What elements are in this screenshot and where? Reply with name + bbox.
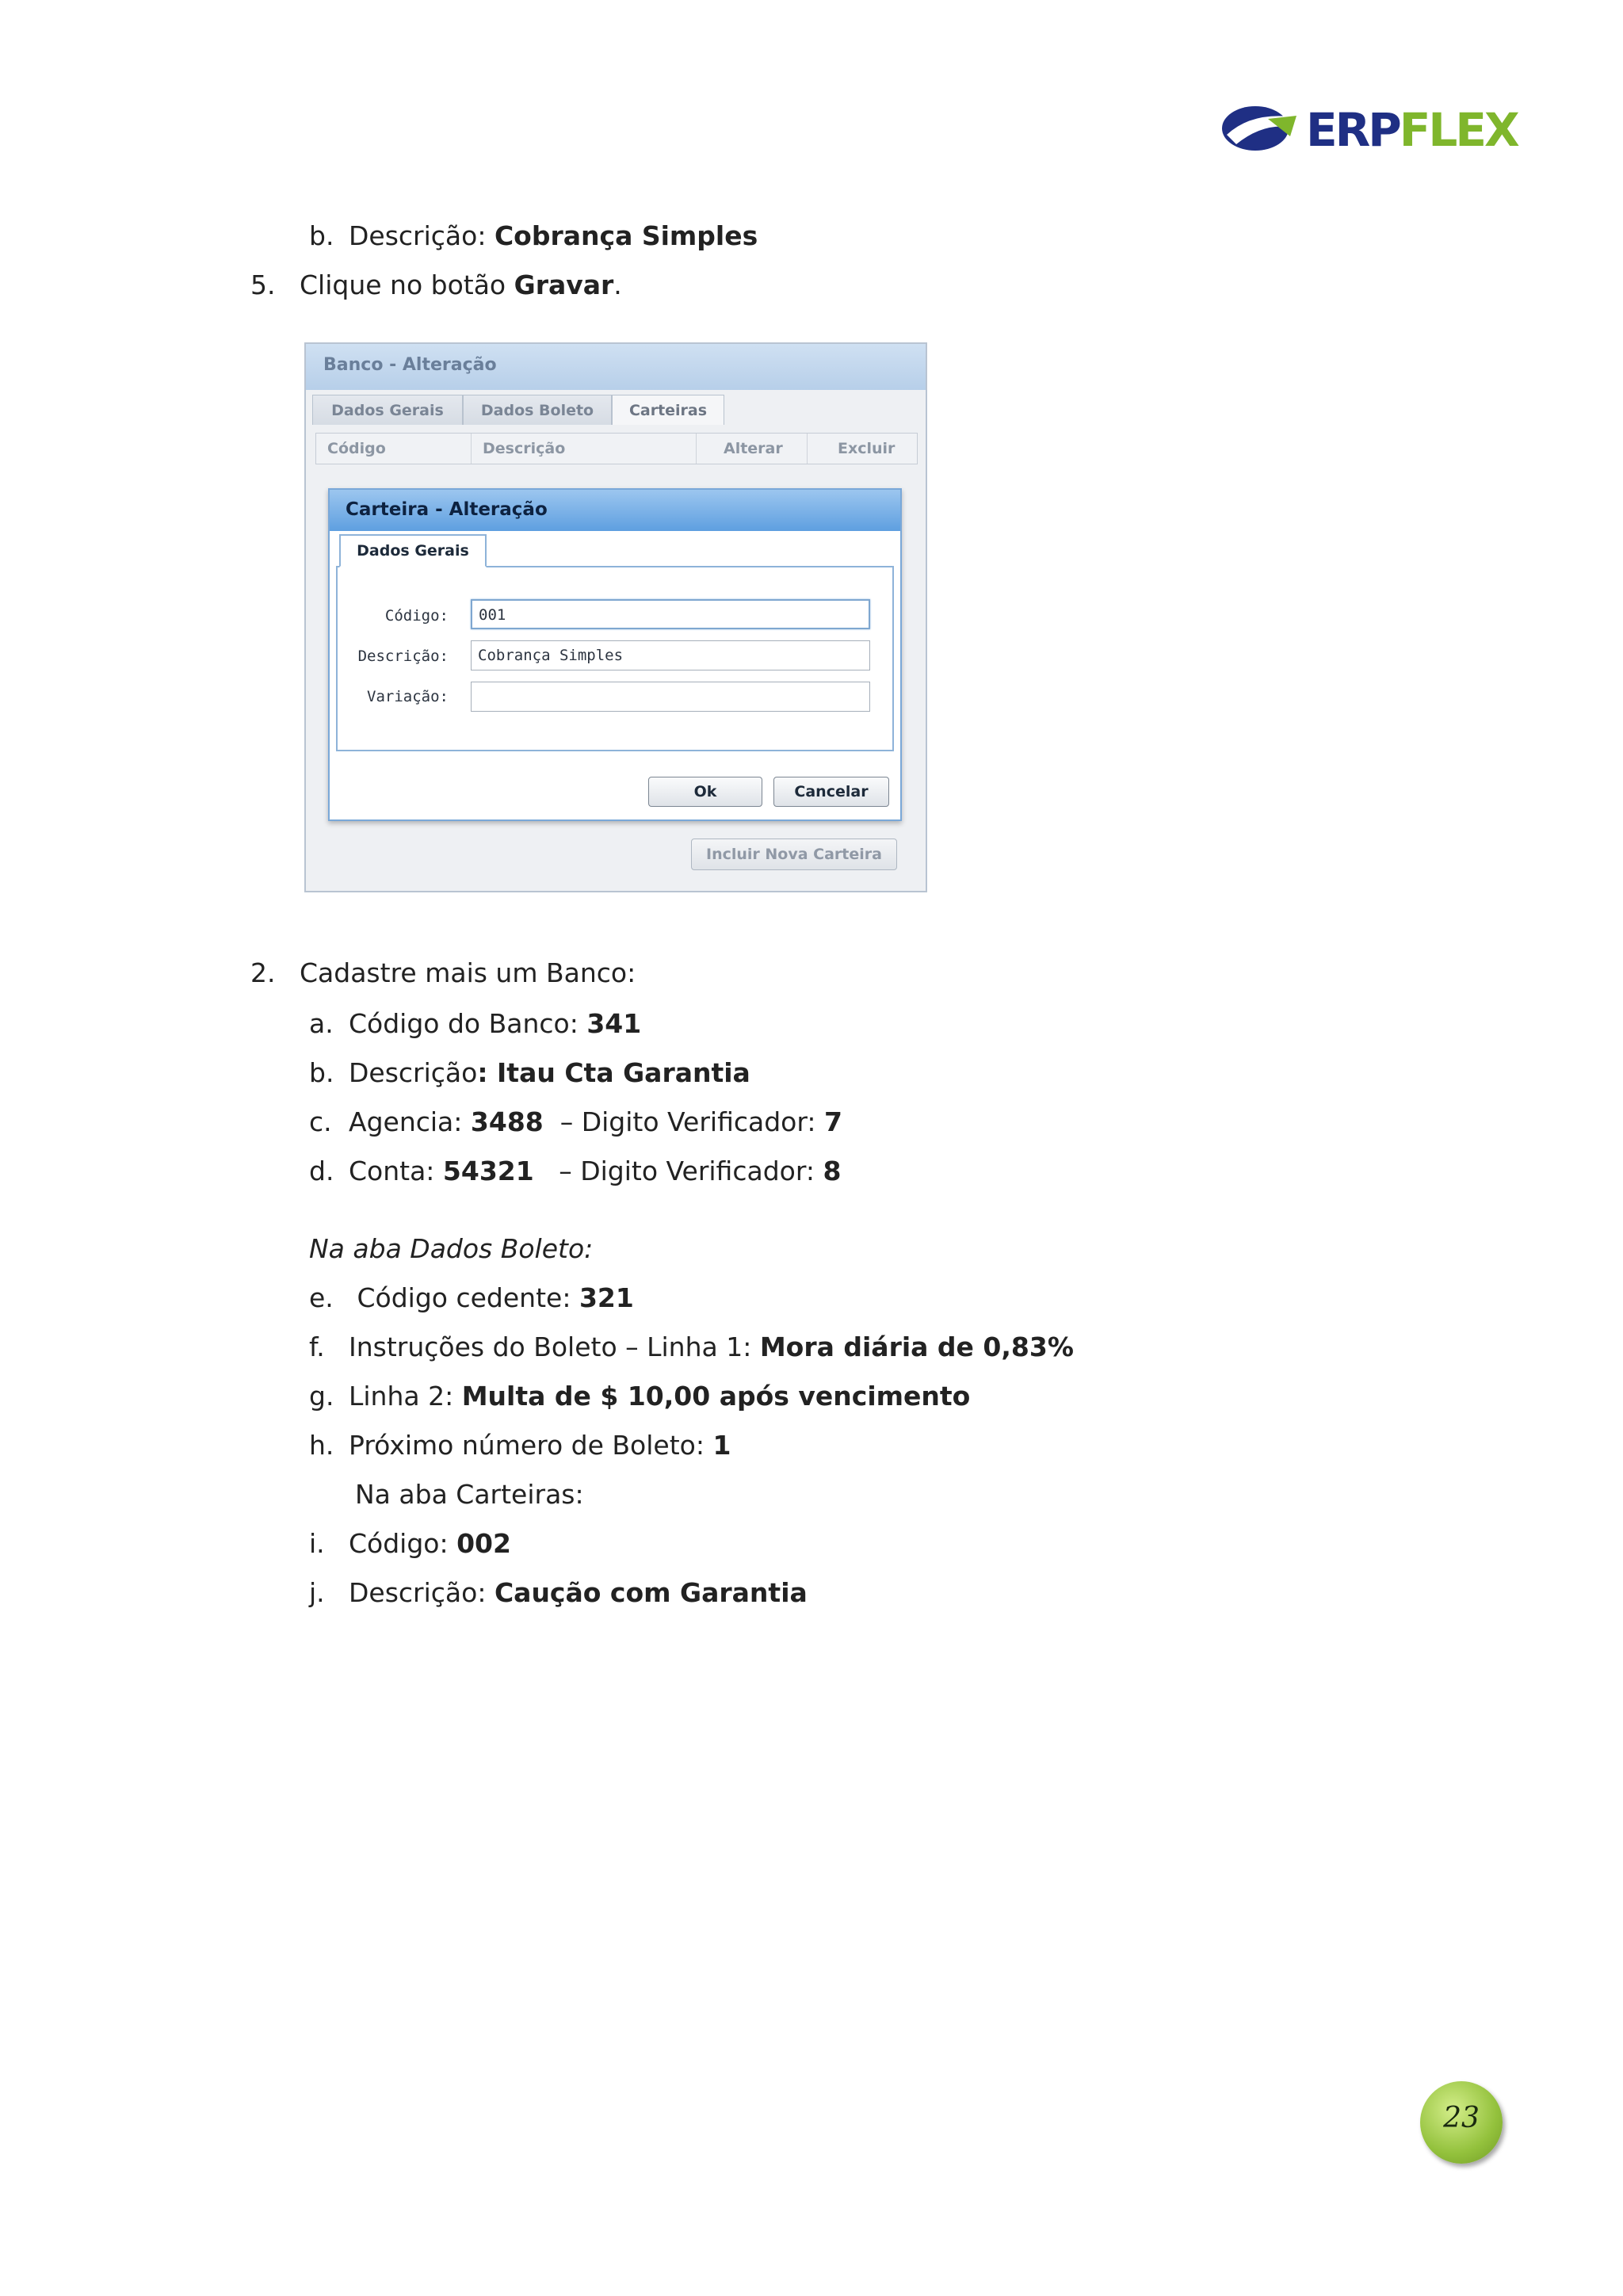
step2-item-c: c. Agencia: 3488 – Digito Verificador: 7 bbox=[309, 1106, 842, 1137]
step2-item-i: i. Código: 002 bbox=[309, 1528, 511, 1559]
cancel-button[interactable]: Cancelar bbox=[773, 777, 889, 807]
step2-item-a: a. Código do Banco: 341 bbox=[309, 1008, 642, 1039]
tab-dados-gerais[interactable]: Dados Gerais bbox=[312, 395, 463, 425]
column-codigo: Código bbox=[316, 434, 472, 464]
dialog-titlebar bbox=[330, 490, 900, 531]
logo-wordmark: ERPFLEX bbox=[1306, 103, 1518, 157]
step2-item-e: e. Código cedente: 321 bbox=[309, 1282, 634, 1313]
page-number: 23 bbox=[1443, 2102, 1480, 2134]
list-marker: 5. bbox=[250, 269, 276, 300]
step2-item-j: j. Descrição: Caução com Garantia bbox=[309, 1577, 808, 1608]
logo-swoosh-icon bbox=[1220, 103, 1300, 154]
codigo-input[interactable]: 001 bbox=[471, 599, 870, 629]
tab-carteiras[interactable]: Carteiras bbox=[612, 395, 724, 425]
carteiras-grid-header bbox=[315, 433, 918, 464]
step-2 bbox=[250, 957, 636, 988]
dialog-title: Carteira - Alteração bbox=[346, 499, 548, 520]
banco-alteracao-window bbox=[304, 342, 927, 892]
page-number-badge bbox=[1420, 2081, 1503, 2164]
dados-boleto-heading: Na aba Dados Boleto: bbox=[309, 1233, 594, 1264]
item-value: Cobrança Simples bbox=[494, 220, 758, 251]
column-excluir: Excluir bbox=[838, 440, 896, 457]
window-titlebar bbox=[306, 344, 926, 390]
step-text: Cadastre mais um Banco: bbox=[300, 957, 636, 988]
step2-item-d: d. Conta: 54321 – Digito Verificador: 8 bbox=[309, 1156, 842, 1186]
step-bold: Gravar bbox=[514, 269, 614, 300]
column-alterar: Alterar bbox=[697, 434, 808, 464]
intro-item-b bbox=[309, 220, 758, 251]
ok-button[interactable]: Ok bbox=[648, 777, 762, 807]
dialog-panel bbox=[336, 566, 894, 751]
step2-item-f: f. Instruções do Boleto – Linha 1: Mora diária de 0,83% bbox=[309, 1331, 1074, 1362]
dialog-tab-dados-gerais[interactable]: Dados Gerais bbox=[339, 534, 487, 567]
codigo-label: Código: bbox=[384, 607, 449, 625]
step-text: Clique no botão bbox=[300, 269, 514, 300]
variacao-label: Variação: bbox=[367, 688, 449, 705]
erpflex-logo bbox=[1220, 101, 1518, 157]
list-marker: 2. bbox=[250, 957, 276, 988]
tab-dados-boleto[interactable]: Dados Boleto bbox=[463, 395, 612, 425]
carteira-alteracao-dialog bbox=[328, 488, 902, 821]
carteiras-heading: Na aba Carteiras: bbox=[355, 1479, 584, 1510]
descricao-input[interactable]: Cobrança Simples bbox=[471, 640, 870, 670]
item-label: Descrição: bbox=[349, 220, 495, 251]
column-descricao: Descrição bbox=[472, 434, 697, 464]
step2-item-b: b. Descrição: Itau Cta Garantia bbox=[309, 1057, 750, 1088]
window-title: Banco - Alteração bbox=[323, 355, 497, 375]
descricao-label: Descrição: bbox=[357, 648, 449, 665]
step2-item-h: h. Próximo número de Boleto: 1 bbox=[309, 1430, 731, 1461]
variacao-input[interactable] bbox=[471, 682, 870, 712]
step-5: 5. Clique no botão Gravar. bbox=[250, 269, 622, 300]
step2-item-g: g. Linha 2: Multa de $ 10,00 após vencimento bbox=[309, 1381, 971, 1412]
incluir-nova-carteira-button[interactable]: Incluir Nova Carteira bbox=[691, 839, 897, 870]
list-marker: b. bbox=[309, 220, 334, 251]
